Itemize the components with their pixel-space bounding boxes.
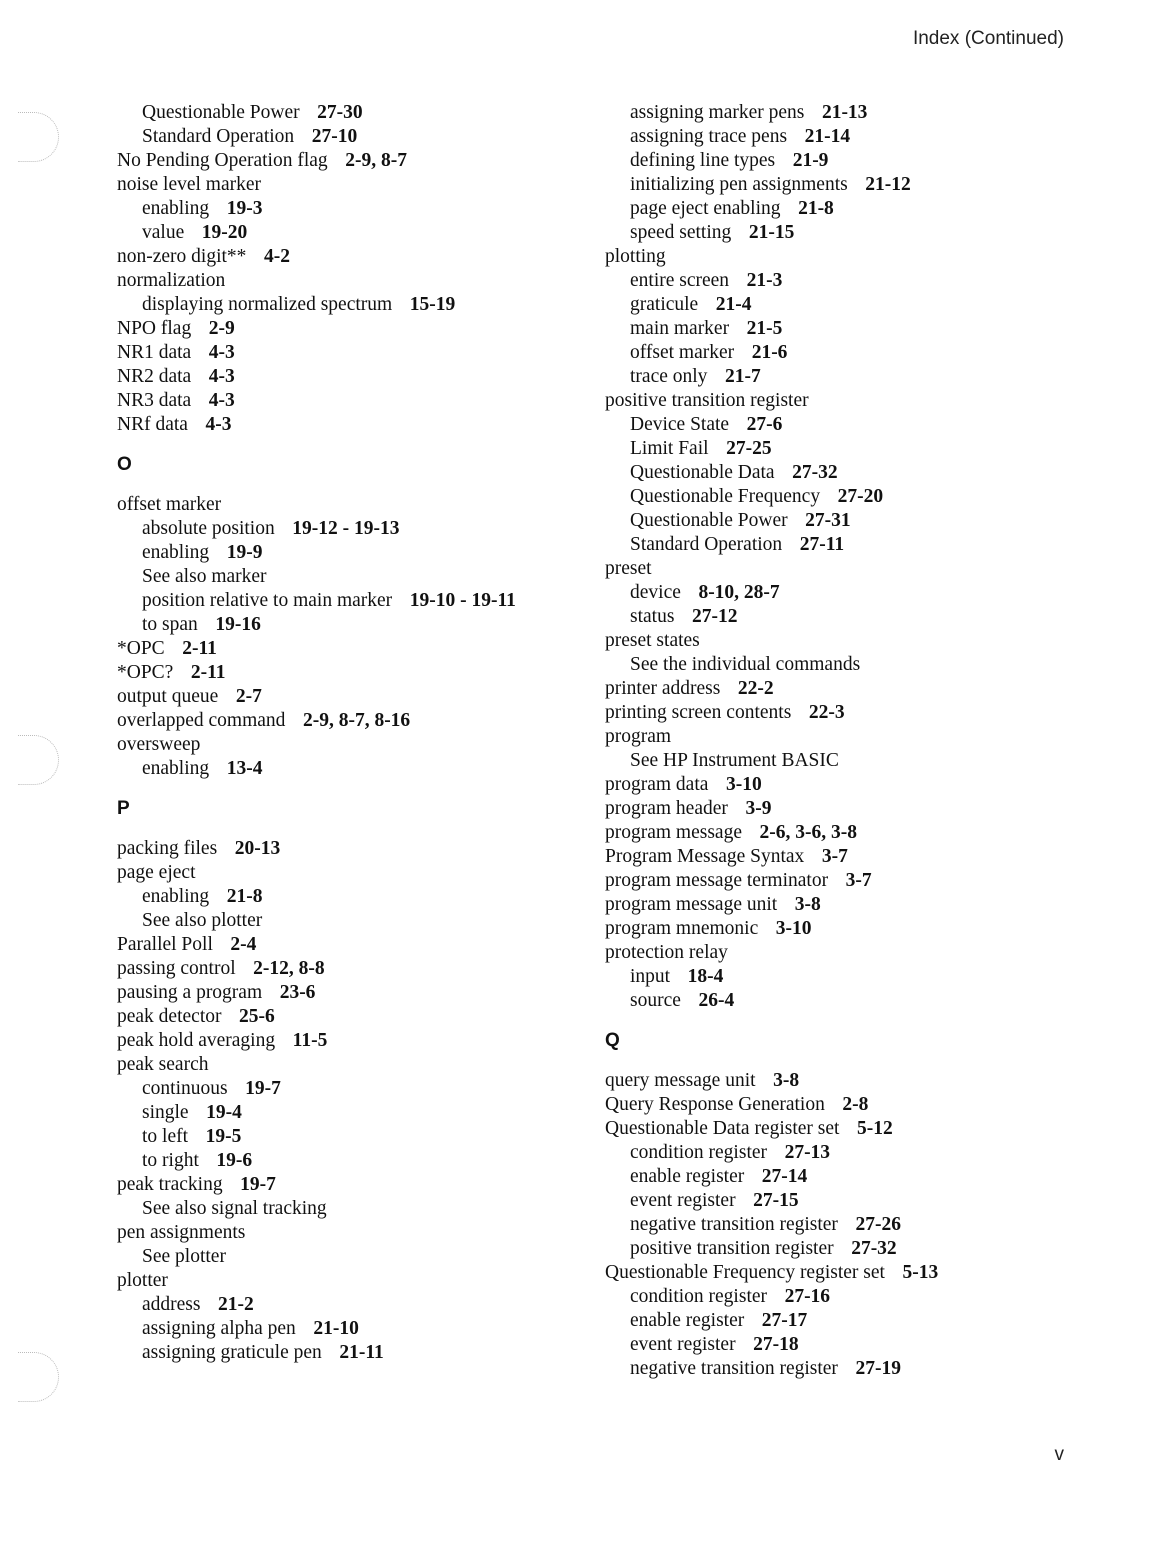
index-term: enable register (630, 1310, 745, 1331)
page-reference: 19-16 (215, 614, 261, 635)
index-term: event register (630, 1334, 736, 1355)
page-reference: 21-6 (751, 342, 788, 363)
page-reference: 2-12, 8-8 (253, 958, 325, 979)
index-term: Parallel Poll (117, 934, 213, 955)
index-subentry (117, 1341, 587, 1365)
index-subentry (605, 989, 1075, 1013)
section-letter-heading: O (117, 454, 132, 475)
index-subentry (605, 173, 1075, 197)
index-term: non-zero digit** (117, 246, 247, 267)
index-subentry (117, 125, 587, 149)
index-entry (117, 365, 587, 389)
index-term: *OPC? (117, 662, 174, 683)
index-entry (605, 893, 1075, 917)
section-spacer (117, 821, 587, 837)
index-term: enabling (142, 198, 210, 219)
page-reference: 22-3 (808, 702, 845, 723)
page-reference: 3-8 (794, 894, 821, 915)
index-term: enabling (142, 542, 210, 563)
index-subentry (117, 1101, 587, 1125)
page-reference: 21-8 (798, 198, 834, 219)
index-subentry (117, 909, 587, 933)
index-term: program message unit (605, 894, 778, 915)
index-entry (117, 1005, 587, 1029)
index-term: input (630, 966, 671, 987)
section-letter-heading: Q (605, 1030, 620, 1051)
index-term: Program Message Syntax (605, 846, 805, 867)
index-entry (117, 1221, 587, 1245)
index-term: trace only (630, 366, 708, 387)
page-reference: 3-10 (775, 918, 812, 939)
index-subentry (117, 1125, 587, 1149)
index-term: preset states (605, 630, 700, 651)
index-entry (117, 1173, 587, 1197)
page-reference: 4-2 (263, 246, 290, 267)
index-term: Standard Operation (630, 534, 783, 555)
index-term: plotter (117, 1270, 168, 1291)
page-reference: 27-25 (726, 438, 772, 459)
page-reference: 21-5 (746, 318, 783, 339)
index-term: See also signal tracking (142, 1198, 327, 1219)
index-term: See the individual commands (630, 654, 861, 675)
page-reference: 4-3 (208, 366, 235, 387)
index-term: overlapped command (117, 710, 286, 731)
page-reference: 27-14 (761, 1166, 808, 1187)
index-term: See plotter (142, 1246, 226, 1267)
page-reference: 26-4 (698, 990, 735, 1011)
index-term: device (630, 582, 681, 603)
index-term: program mnemonic (605, 918, 759, 939)
index-term: program message (605, 822, 742, 843)
index-term: displaying normalized spectrum (142, 294, 393, 315)
index-term: defining line types (630, 150, 776, 171)
index-entry (117, 1029, 587, 1053)
page-reference: 3-9 (745, 798, 772, 819)
index-term: pen assignments (117, 1222, 246, 1243)
page-reference: 27-6 (746, 414, 783, 435)
index-entry (117, 1269, 587, 1293)
index-entry (117, 685, 587, 709)
page-reference: 21-15 (748, 222, 795, 243)
section-letter-heading: P (117, 798, 130, 819)
index-term: main marker (630, 318, 730, 339)
index-subentry (605, 125, 1075, 149)
index-term: Questionable Frequency register set (605, 1262, 885, 1283)
index-entry (605, 869, 1075, 893)
index-subentry (605, 605, 1075, 629)
index-term: program data (605, 774, 709, 795)
index-subentry (605, 581, 1075, 605)
index-term: Questionable Power (630, 510, 788, 531)
page-reference: 3-7 (845, 870, 872, 891)
index-term: address (142, 1294, 201, 1315)
page-reference: 27-10 (311, 126, 358, 147)
index-term: single (142, 1102, 189, 1123)
index-term: value (142, 222, 185, 243)
index-entry (117, 933, 587, 957)
index-subentry (605, 149, 1075, 173)
index-term: assigning alpha pen (142, 1318, 296, 1339)
index-entry (117, 981, 587, 1005)
index-term: offset marker (630, 342, 735, 363)
index-term: peak hold averaging (117, 1030, 276, 1051)
index-term: source (630, 990, 681, 1011)
index-term: assigning trace pens (630, 126, 788, 147)
page-reference: 27-13 (784, 1142, 831, 1163)
page-reference: 27-19 (855, 1358, 901, 1379)
index-term: graticule (630, 294, 699, 315)
index-entry (117, 173, 587, 197)
page-reference: 2-6, 3-6, 3-8 (759, 822, 858, 843)
page-reference: 19-10 - 19-11 (409, 590, 516, 611)
page-reference: 21-10 (313, 1318, 359, 1339)
index-term: status (630, 606, 675, 627)
index-term: preset (605, 558, 652, 579)
index-term: program header (605, 798, 728, 819)
index-entry (605, 557, 1075, 581)
index-entry (605, 797, 1075, 821)
index-subentry (605, 317, 1075, 341)
index-entry (605, 389, 1075, 413)
section-spacer (605, 1053, 1075, 1069)
page-reference: 3-7 (821, 846, 848, 867)
page-reference: 19-7 (240, 1174, 276, 1195)
index-term: NR2 data (117, 366, 192, 387)
index-term: entire screen (630, 270, 730, 291)
index-term: speed setting (630, 222, 732, 243)
index-subentry (117, 1149, 587, 1173)
index-entry (117, 317, 587, 341)
punch-hole-top (18, 112, 59, 162)
page-reference: 20-13 (234, 838, 281, 859)
index-term: protection relay (605, 942, 728, 963)
index-subentry (605, 221, 1075, 245)
index-entry (117, 1053, 587, 1077)
index-entry (117, 861, 587, 885)
index-term: enabling (142, 886, 210, 907)
index-subentry (117, 1293, 587, 1317)
index-subentry (605, 101, 1075, 125)
index-subentry (117, 541, 587, 565)
index-entry (605, 941, 1075, 965)
index-subentry (605, 437, 1075, 461)
index-term: assigning marker pens (630, 102, 805, 123)
index-entry (117, 837, 587, 861)
page-reference: 27-16 (784, 1286, 831, 1307)
section-spacer (117, 781, 587, 797)
index-subentry (117, 293, 587, 317)
index-entry (605, 629, 1075, 653)
page-reference: 2-9 (208, 318, 235, 339)
index-subentry (117, 565, 587, 589)
index-subentry (605, 509, 1075, 533)
index-term: peak detector (117, 1006, 222, 1027)
page-reference: 27-18 (753, 1334, 799, 1355)
page-reference: 13-4 (226, 758, 263, 779)
page-reference: 21-14 (804, 126, 851, 147)
page-reference: 21-2 (218, 1294, 254, 1315)
index-term: absolute position (142, 518, 275, 539)
index-term: peak tracking (117, 1174, 223, 1195)
index-term: output queue (117, 686, 219, 707)
index-subentry (605, 269, 1075, 293)
index-term: Questionable Power (142, 102, 300, 123)
index-subentry (117, 1317, 587, 1341)
index-subentry (117, 517, 587, 541)
page-reference: 18-4 (687, 966, 724, 987)
index-subentry (117, 589, 587, 613)
index-term: negative transition register (630, 1214, 838, 1235)
index-term: oversweep (117, 734, 201, 755)
page-reference: 27-17 (761, 1310, 808, 1331)
index-subentry (605, 365, 1075, 389)
index-subentry (117, 1245, 587, 1269)
index-term: initializing pen assignments (630, 174, 848, 195)
page-reference: 27-12 (691, 606, 738, 627)
page-reference: 3-8 (773, 1070, 800, 1091)
index-subentry (117, 1077, 587, 1101)
index-entry (605, 917, 1075, 941)
index-subentry (605, 461, 1075, 485)
page-reference: 27-31 (805, 510, 851, 531)
index-entry (117, 637, 587, 661)
page-reference: 21-7 (724, 366, 761, 387)
index-subentry (117, 757, 587, 781)
page-reference: 2-9, 8-7 (345, 150, 407, 171)
index-term: No Pending Operation flag (117, 150, 328, 171)
index-term: assigning graticule pen (142, 1342, 322, 1363)
index-subentry (117, 101, 587, 125)
index-entry (605, 677, 1075, 701)
index-entry (117, 389, 587, 413)
page-reference: 19-5 (205, 1126, 242, 1147)
section-spacer (117, 437, 587, 453)
index-term: page eject enabling (630, 198, 781, 219)
index-entry (605, 701, 1075, 725)
page-reference: 27-32 (851, 1238, 897, 1259)
page-reference: 5-13 (902, 1262, 939, 1283)
index-entry (605, 1117, 1075, 1141)
index-term: Questionable Frequency (630, 486, 821, 507)
page-reference: 27-26 (855, 1214, 901, 1235)
page-reference: 21-8 (226, 886, 263, 907)
index-term: See also plotter (142, 910, 263, 931)
index-term: condition register (630, 1142, 768, 1163)
index-entry (117, 269, 587, 293)
index-term: peak search (117, 1054, 209, 1075)
section-spacer (605, 1013, 1075, 1029)
index-entry (117, 245, 587, 269)
index-term: query message unit (605, 1070, 756, 1091)
index-subentry (605, 1285, 1075, 1309)
page-reference: 15-19 (409, 294, 456, 315)
index-term: See also marker (142, 566, 267, 587)
index-subentry (605, 749, 1075, 773)
index-term: program (605, 726, 672, 747)
index-column-right (605, 101, 1075, 1381)
index-entry (605, 725, 1075, 749)
index-subentry (605, 293, 1075, 317)
index-term: continuous (142, 1078, 228, 1099)
index-term: printing screen contents (605, 702, 792, 723)
index-term: to span (142, 614, 198, 635)
page-reference: 21-9 (792, 150, 829, 171)
index-term: NR3 data (117, 390, 192, 411)
page-reference: 19-4 (206, 1102, 242, 1123)
index-term: to right (142, 1150, 199, 1171)
index-entry (117, 493, 587, 517)
index-entry (605, 245, 1075, 269)
index-term: NRf data (117, 414, 188, 435)
index-entry (117, 733, 587, 757)
index-term: passing control (117, 958, 236, 979)
index-term: page eject (117, 862, 196, 883)
page-reference: 4-3 (208, 390, 235, 411)
page-reference: 22-2 (737, 678, 774, 699)
page-reference: 23-6 (279, 982, 316, 1003)
index-entry (605, 845, 1075, 869)
index-subentry (605, 1189, 1075, 1213)
page-reference: 21-3 (746, 270, 783, 291)
page-reference: 4-3 (205, 414, 232, 435)
index-term: NPO flag (117, 318, 192, 339)
index-subentry (117, 885, 587, 909)
index-subentry (117, 613, 587, 637)
index-subentry (605, 197, 1075, 221)
index-term: Standard Operation (142, 126, 295, 147)
page-reference: 19-3 (226, 198, 263, 219)
page-reference: 27-32 (792, 462, 838, 483)
index-term: NR1 data (117, 342, 192, 363)
index-entry (605, 1261, 1075, 1285)
index-entry (605, 1093, 1075, 1117)
index-entry (117, 341, 587, 365)
running-header: Index (Continued) (912, 28, 1064, 49)
index-subentry (605, 485, 1075, 509)
page-reference: 27-20 (837, 486, 884, 507)
index-term: offset marker (117, 494, 222, 515)
page-reference: 2-11 (190, 662, 226, 683)
page-reference: 2-4 (230, 934, 257, 955)
page-reference: 3-10 (725, 774, 762, 795)
index-term: plotting (605, 246, 666, 267)
index-subentry (605, 1309, 1075, 1333)
index-subentry (605, 965, 1075, 989)
punch-hole-bottom (18, 1352, 59, 1402)
index-entry (117, 413, 587, 437)
page-number: v (1054, 1444, 1064, 1465)
index-term: Device State (630, 414, 730, 435)
index-column-left (117, 101, 587, 1365)
index-subentry (605, 1165, 1075, 1189)
page-reference: 19-12 - 19-13 (292, 518, 400, 539)
page-reference: 25-6 (239, 1006, 275, 1027)
index-subentry (605, 1357, 1075, 1381)
page-reference: 8-10, 28-7 (698, 582, 780, 603)
page-reference: 27-15 (753, 1190, 799, 1211)
index-term: event register (630, 1190, 736, 1211)
index-subentry (605, 1141, 1075, 1165)
punch-hole-middle (18, 735, 59, 785)
index-term: Questionable Data register set (605, 1118, 840, 1139)
index-term: positive transition register (605, 390, 809, 411)
index-subentry (605, 1237, 1075, 1261)
page-reference: 21-11 (339, 1342, 384, 1363)
page-reference: 27-30 (317, 102, 363, 123)
index-subentry (605, 341, 1075, 365)
index-entry (117, 957, 587, 981)
page-reference: 5-12 (857, 1118, 893, 1139)
index-term: to left (142, 1126, 189, 1147)
index-term: condition register (630, 1286, 768, 1307)
index-term: normalization (117, 270, 226, 291)
index-subentry (605, 413, 1075, 437)
index-term: negative transition register (630, 1358, 838, 1379)
index-subentry (605, 653, 1075, 677)
index-subentry (117, 197, 587, 221)
index-term: *OPC (117, 638, 165, 659)
index-entry (117, 661, 587, 685)
page-reference: 21-4 (715, 294, 752, 315)
index-term: Query Response Generation (605, 1094, 825, 1115)
index-term: enabling (142, 758, 210, 779)
index-subentry (605, 533, 1075, 557)
page-reference: 19-7 (245, 1078, 281, 1099)
index-subentry (117, 221, 587, 245)
index-term: program message terminator (605, 870, 829, 891)
index-term: pausing a program (117, 982, 263, 1003)
index-subentry (117, 1197, 587, 1221)
index-term: See HP Instrument BASIC (630, 750, 839, 771)
page-reference: 19-6 (216, 1150, 253, 1171)
page-reference: 2-8 (842, 1094, 869, 1115)
page-reference: 4-3 (208, 342, 235, 363)
index-term: enable register (630, 1166, 745, 1187)
index-subentry (605, 1333, 1075, 1357)
index-term: Questionable Data (630, 462, 775, 483)
section-spacer (117, 477, 587, 493)
page-reference: 2-11 (182, 638, 217, 659)
index-term: noise level marker (117, 174, 262, 195)
index-entry (605, 821, 1075, 845)
index-entry (117, 149, 587, 173)
index-term: position relative to main marker (142, 590, 393, 611)
page-reference: 21-12 (865, 174, 911, 195)
page-reference: 21-13 (821, 102, 868, 123)
index-entry (605, 1069, 1075, 1093)
index-term: Limit Fail (630, 438, 709, 459)
index-term: packing files (117, 838, 218, 859)
page-reference: 2-7 (235, 686, 262, 707)
page-reference: 19-9 (226, 542, 263, 563)
index-term: positive transition register (630, 1238, 834, 1259)
page-reference: 19-20 (201, 222, 248, 243)
page-reference: 2-9, 8-7, 8-16 (302, 710, 411, 731)
index-subentry (605, 1213, 1075, 1237)
page-reference: 27-11 (799, 534, 845, 555)
page-reference: 11-5 (292, 1030, 328, 1051)
index-term: printer address (605, 678, 721, 699)
index-entry (117, 709, 587, 733)
index-entry (605, 773, 1075, 797)
